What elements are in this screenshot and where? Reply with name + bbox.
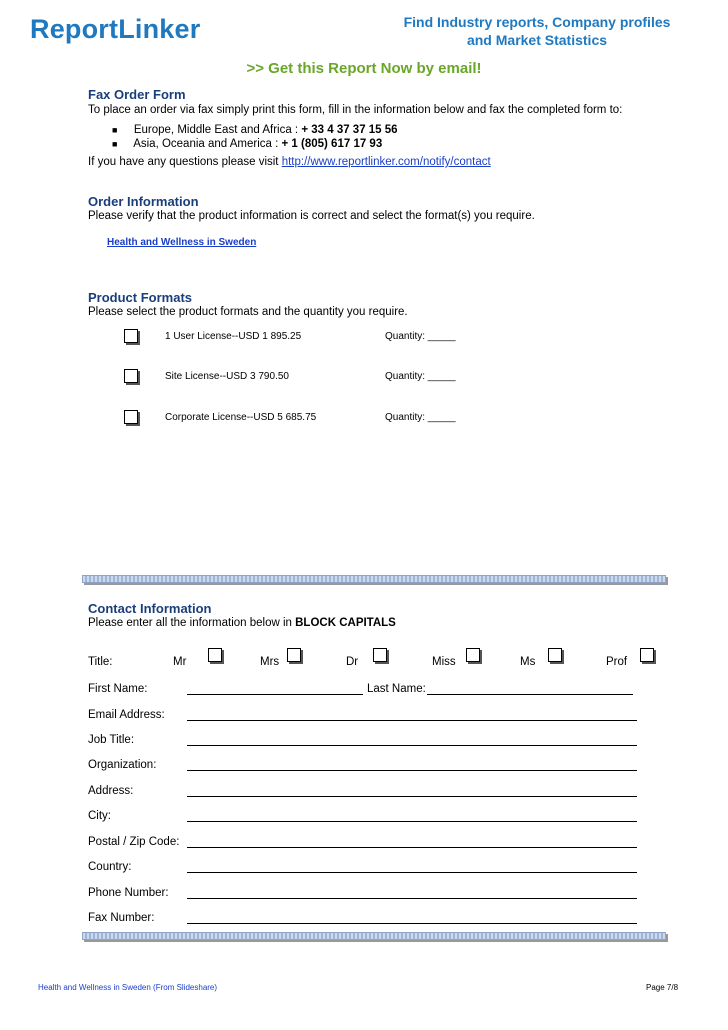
format-quantity-1[interactable]: Quantity: _____	[385, 331, 456, 342]
title-option-miss: Miss	[432, 656, 456, 668]
fax-questions	[88, 156, 491, 168]
product-formats-title: Product Formats	[88, 290, 193, 305]
organization-label: Organization:	[88, 759, 157, 771]
city-label: City:	[88, 810, 111, 822]
job-title-field[interactable]	[187, 734, 637, 746]
title-option-dr: Dr	[346, 656, 359, 668]
get-report-link[interactable]: >> Get this Report Now by email!	[246, 60, 482, 77]
last-name-label: Last Name:	[367, 683, 426, 695]
fax-order-title: Fax Order Form	[88, 87, 186, 102]
fax-bullet-2	[112, 138, 382, 150]
last-name-field[interactable]	[427, 683, 633, 695]
first-name-field[interactable]	[187, 683, 363, 695]
reportlinker-logo: ReportLinker	[30, 14, 201, 44]
contact-info-desc	[88, 617, 396, 629]
format-checkbox-1[interactable]	[124, 329, 138, 343]
format-quantity-3[interactable]: Quantity: _____	[385, 412, 456, 423]
address-field[interactable]	[187, 785, 637, 797]
format-quantity-2[interactable]: Quantity: _____	[385, 371, 456, 382]
fax-number-field[interactable]	[187, 912, 637, 924]
block-capitals: BLOCK CAPITALS	[295, 617, 396, 629]
title-option-prof: Prof	[606, 656, 628, 668]
contact-info-title: Contact Information	[88, 601, 212, 616]
title-option-ms: Ms	[520, 656, 536, 668]
title-checkbox-prof[interactable]	[640, 648, 654, 662]
bullet-icon: ■	[112, 125, 118, 135]
header-tagline	[372, 13, 702, 49]
format-label-3: Corporate License--USD 5 685.75	[165, 412, 317, 423]
postal-code-field[interactable]	[187, 836, 637, 848]
format-checkbox-3[interactable]	[124, 410, 138, 424]
address-label: Address:	[88, 785, 134, 797]
tagline-line-2: and Market Statistics	[466, 32, 608, 48]
fax-region: Asia, Oceania and America :	[133, 138, 282, 150]
tagline-line-1: Find Industry reports, Company profiles	[403, 14, 671, 30]
title-label: Title:	[88, 656, 113, 668]
phone-field[interactable]	[187, 887, 637, 899]
bullet-icon: ■	[112, 139, 118, 149]
postal-code-label: Postal / Zip Code:	[88, 836, 180, 848]
title-option-mr: Mr	[173, 656, 187, 668]
fax-bullet-1	[112, 124, 398, 136]
title-option-mrs: Mrs	[260, 656, 280, 668]
fax-intro: To place an order via fax simply print this form, fill in the information below and fax the completed form to:	[88, 104, 623, 116]
fax-number-label: Fax Number:	[88, 912, 155, 924]
footer-source-link[interactable]: Health and Wellness in Sweden (From Slideshare)	[38, 983, 218, 992]
title-checkbox-dr[interactable]	[373, 648, 387, 662]
contact-link[interactable]: http://www.reportlinker.com/notify/contact	[281, 156, 491, 168]
product-link[interactable]: Health and Wellness in Sweden	[107, 237, 257, 248]
country-label: Country:	[88, 861, 132, 873]
bottom-divider	[82, 932, 666, 940]
product-formats-desc: Please select the product formats and the quantity you require.	[88, 306, 408, 318]
first-name-label: First Name:	[88, 683, 148, 695]
city-field[interactable]	[187, 810, 637, 822]
title-checkbox-ms[interactable]	[548, 648, 562, 662]
order-info-title: Order Information	[88, 194, 199, 209]
email-label: Email Address:	[88, 709, 165, 721]
country-field[interactable]	[187, 861, 637, 873]
email-field[interactable]	[187, 709, 637, 721]
section-divider	[82, 575, 666, 583]
title-checkbox-mr[interactable]	[208, 648, 222, 662]
fax-number: + 33 4 37 37 15 56	[301, 124, 398, 136]
format-label-1: 1 User License--USD 1 895.25	[165, 331, 302, 342]
fax-region: Europe, Middle East and Africa :	[133, 124, 302, 136]
organization-field[interactable]	[187, 759, 637, 771]
footer-page-number: Page 7/8	[646, 983, 679, 992]
contact-desc-text: Please enter all the information below in	[88, 617, 296, 629]
format-label-2: Site License--USD 3 790.50	[165, 371, 289, 382]
title-checkbox-mrs[interactable]	[287, 648, 301, 662]
order-info-desc: Please verify that the product information is correct and select the format(s) you require.	[88, 210, 535, 222]
title-checkbox-miss[interactable]	[466, 648, 480, 662]
fax-number: + 1 (805) 617 17 93	[281, 138, 383, 150]
phone-label: Phone Number:	[88, 887, 169, 899]
format-checkbox-2[interactable]	[124, 369, 138, 383]
job-title-label: Job Title:	[88, 734, 135, 746]
questions-text: If you have any questions please visit	[88, 156, 282, 168]
